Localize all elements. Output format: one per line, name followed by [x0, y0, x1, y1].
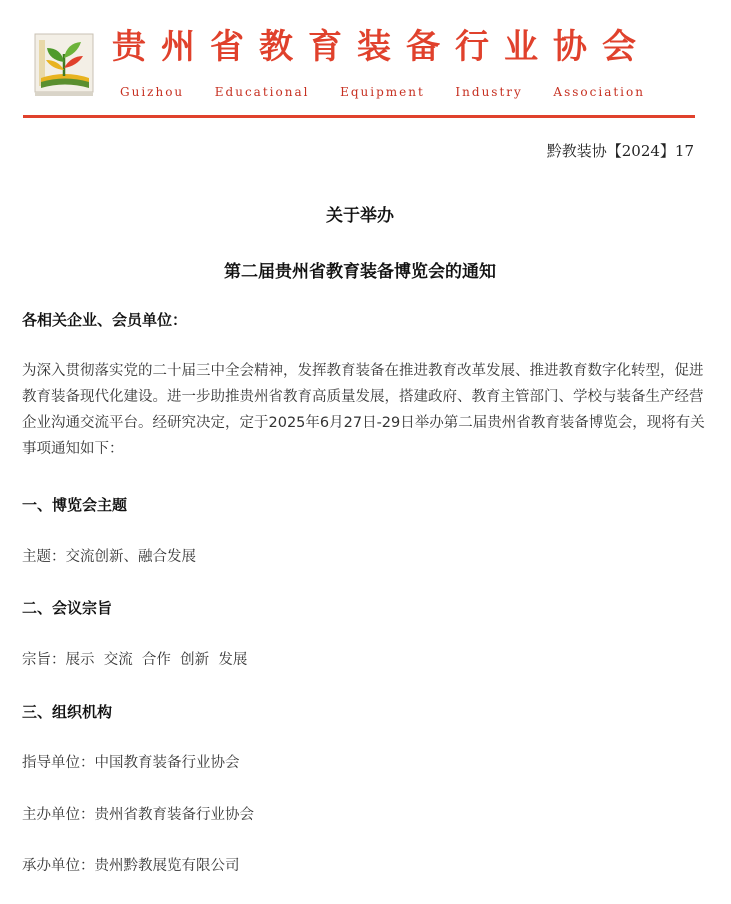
organization-name: 贵州省教育装备行业协会: [112, 27, 651, 67]
document-number: 黔教装协【2024】17: [546, 142, 694, 160]
org-en-word: Equipment: [340, 85, 425, 99]
org-en-word: Industry: [455, 85, 523, 99]
intro-paragraph: 为深入贯彻落实党的二十届三中全会精神，发挥教育装备在推进教育改革发展、推进教育数字化转型，促进教育装备现代化建设。进一步助推贵州省教育高质量发展，搭建政府、教育主管部门、学校与装备生产经营企业沟通交流平台。经研究决定，定于2025年6月27日-29日举办第二届贵州省教育装备博览会，现将有关事项通知如下：: [22, 363, 705, 457]
section-heading-purpose: 二、会议宗旨: [22, 599, 113, 617]
section-line-organizer-unit: 承办单位：贵州黔教展览有限公司: [22, 858, 240, 874]
section-line-theme: 主题：交流创新、融合发展: [22, 549, 196, 565]
section-heading-organization: 三、组织机构: [22, 703, 113, 721]
section-heading-theme: 一、博览会主题: [22, 496, 128, 514]
notice-title-line-1: 关于举办: [326, 206, 394, 226]
section-line-purpose: 宗旨：展示 交流 合作 创新 发展: [22, 652, 248, 668]
letterhead-divider: [23, 115, 695, 118]
section-line-guiding-unit: 指导单位：中国教育装备行业协会: [22, 755, 240, 771]
notice-title-line-2: 第二届贵州省教育装备博览会的通知: [224, 262, 496, 282]
salutation: 各相关企业、会员单位：: [22, 311, 188, 329]
org-en-word: Educational: [214, 85, 310, 99]
section-line-host-unit: 主办单位：贵州省教育装备行业协会: [22, 807, 254, 823]
org-en-word: Guizhou: [120, 85, 185, 99]
sprout-on-open-book-logo-icon: [33, 32, 97, 98]
letterhead: [0, 0, 731, 125]
organization-name-english: [120, 86, 645, 98]
org-en-word: Association: [553, 85, 645, 99]
